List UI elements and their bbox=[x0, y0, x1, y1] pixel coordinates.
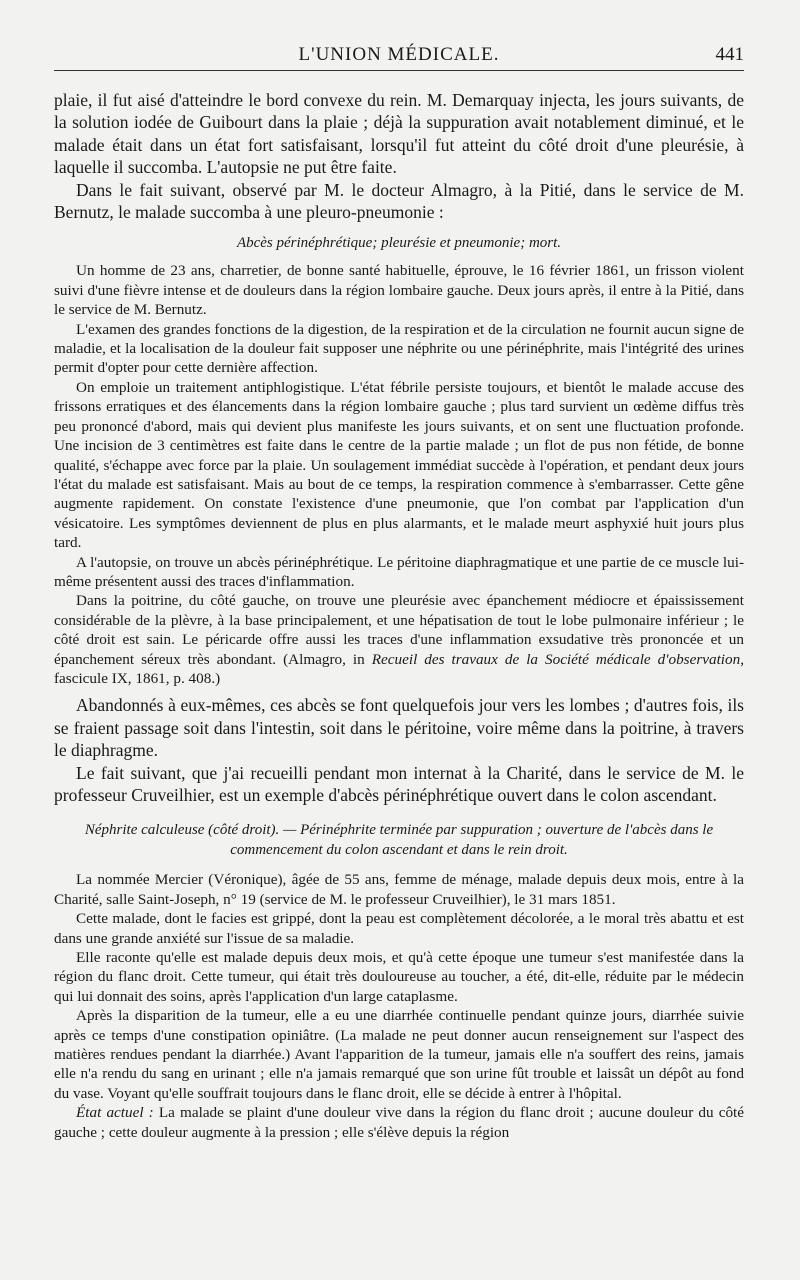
running-head bbox=[54, 36, 744, 71]
section-label: État actuel : bbox=[76, 1104, 154, 1122]
page bbox=[54, 36, 744, 1142]
paragraph: Le fait suivant, que j'ai recueilli pendant mon internat à la Charité, dans le service de M. le professeur Cruveilhier, est un exemple d'abcès périnéphrétique ouvert dans le colon ascendant. bbox=[54, 762, 744, 805]
running-title: L'UNION MÉDICALE. bbox=[298, 44, 500, 65]
page-number: 441 bbox=[715, 44, 744, 65]
case-paragraph: Cette malade, dont le facies est grippé, dont la peau est complètement décolorée, a le moral très abattu et est dans une grande anxiété sur l'issue de sa maladie. bbox=[54, 910, 744, 947]
case-paragraph: Un homme de 23 ans, charretier, de bonne santé habituelle, éprouve, le 16 février 1861, un frisson violent suivi d'une fièvre intense et de douleurs dans la région lombaire gauche. Deux jours après, il entre à la Pitié, dans le service de M. Bernutz. bbox=[54, 262, 744, 319]
page-body bbox=[54, 89, 744, 1142]
case-paragraph: La nommée Mercier (Véronique), âgée de 55 ans, femme de ménage, malade depuis deux mois, entre à la Charité, salle Saint-Joseph, n° 19 (service de M. le professeur Cruveilhier), le 31 mars 1851. bbox=[54, 871, 744, 908]
case-text: Dans la poitrine, du côté gauche, on trouve une pleurésie avec épanchement médiocre et épaississement considérable de la plèvre, à la base principalement, et une hépatisation de tout le lobe pulmonaire inférieur ; le côté droit est sain. Le péricarde offre aussi les traces d'une inflammation exsudative très prononcée et un épanchement séreux très abondant. (Almagro, in bbox=[54, 592, 744, 668]
citation-title: Recueil des travaux de la Société médicale d'observation, bbox=[371, 650, 745, 668]
citation-ref: fascicule IX, 1861, p. 408.) bbox=[54, 669, 221, 687]
case-paragraph bbox=[54, 591, 744, 688]
paragraph: plaie, il fut aisé d'atteindre le bord convexe du rein. M. Demarquay injecta, les jours suivants, de la solution iodée de Guibourt dans la plaie ; déjà la suppuration avait notablement diminué, et le malade était dans un état fort satisfaisant, lorsqu'il fut atteint du côté droit d'une pleurésie, à laquelle il succomba. L'autopsie ne put être faite. bbox=[54, 90, 744, 178]
case-paragraph bbox=[54, 1103, 744, 1142]
case-heading: Abcès périnéphrétique; pleurésie et pneumonie; mort. bbox=[236, 235, 562, 252]
case-heading: Néphrite calculeuse (côté droit). — Périnéphrite terminée par suppuration ; ouverture de l'abcès dans le commencement du colon ascendant et dans le rein droit. bbox=[84, 822, 714, 859]
paragraph: Abandonnés à eux-mêmes, ces abcès se font quelquefois jour vers les lombes ; d'autres fois, ils se fraient passage soit dans l'intestin, soit dans le péritoine, voire même dans la poitrine, à travers le diaphragme. bbox=[54, 695, 744, 761]
case-paragraph: L'examen des grandes fonctions de la digestion, de la respiration et de la circulation ne fournit aucun signe de maladie, et la localisation de la douleur fait supposer une néphrite ou une périnéphrite, mais l'intégrité des urines permit d'opter pour cette dernière affection. bbox=[54, 320, 744, 377]
case-paragraph: A l'autopsie, on trouve un abcès périnéphrétique. Le péritoine diaphragmatique et une partie de ce muscle lui-même présentent aussi des traces d'inflammation. bbox=[54, 553, 744, 590]
case-paragraph: Après la disparition de la tumeur, elle a eu une diarrhée continuelle pendant quinze jours, diarrhée suivie après ce temps d'une constipation opiniâtre. (La malade ne peut donner aucun renseignement sur l'aspect des matières rendues pendant la diarrhée.) Avant l'apparition de la tumeur, jamais elle n'a souffert des reins, jamais elle n'a rendu du sang en urinant ; elle n'a jamais remarqué que son urine fût trouble et laissât un dépôt au fond du vase. Voyant qu'elle souffrait toujours dans le flanc droit, elle se décide à entrer à l'hôpital. bbox=[54, 1007, 744, 1102]
paragraph: Dans le fait suivant, observé par M. le docteur Almagro, à la Pitié, dans le service de M. Bernutz, le malade succomba à une pleuro-pneumonie : bbox=[54, 179, 744, 223]
case-text: La malade se plaint d'une douleur vive dans la région du flanc droit ; aucune douleur du côté gauche ; cette douleur augmente à la pression ; elle s'élève depuis la région bbox=[54, 1104, 745, 1141]
case-paragraph: On emploie un traitement antiphlogistique. L'état fébrile persiste toujours, et bientôt le malade accuse des frissons erratiques et des élancements dans la région lombaire gauche ; plus tard survient un œdème diffus très peu prononcé d'abord, mais qui devient plus manifeste les jours suivants, et on sent une fluctuation profonde. Une incision de 3 centimètres est faite dans le centre de la partie malade ; un flot de pus non fétide, de bonne qualité, s'échappe avec force par la plaie. Un soulagement immédiat succède à l'opération, et pendant deux jours l'état du malade est satisfaisant. Mais au bout de ce temps, la respiration commence à s'embarrasser. Cette gêne augmente rapidement. On constate l'existence d'une pneumonie, que l'on combat par l'application d'un vésicatoire. Les symptômes deviennent de plus en plus alarmants, et le malade meurt asphyxié huit jours plus tard. bbox=[54, 378, 744, 552]
case-paragraph: Elle raconte qu'elle est malade depuis deux mois, et qu'à cette époque une tumeur s'est manifestée dans la région du flanc droit. Cette tumeur, qui était très douloureuse au toucher, a été, dit-elle, réduite par le médecin qui lui donnait des soins, après l'application d'un large cataplasme. bbox=[54, 949, 744, 1005]
